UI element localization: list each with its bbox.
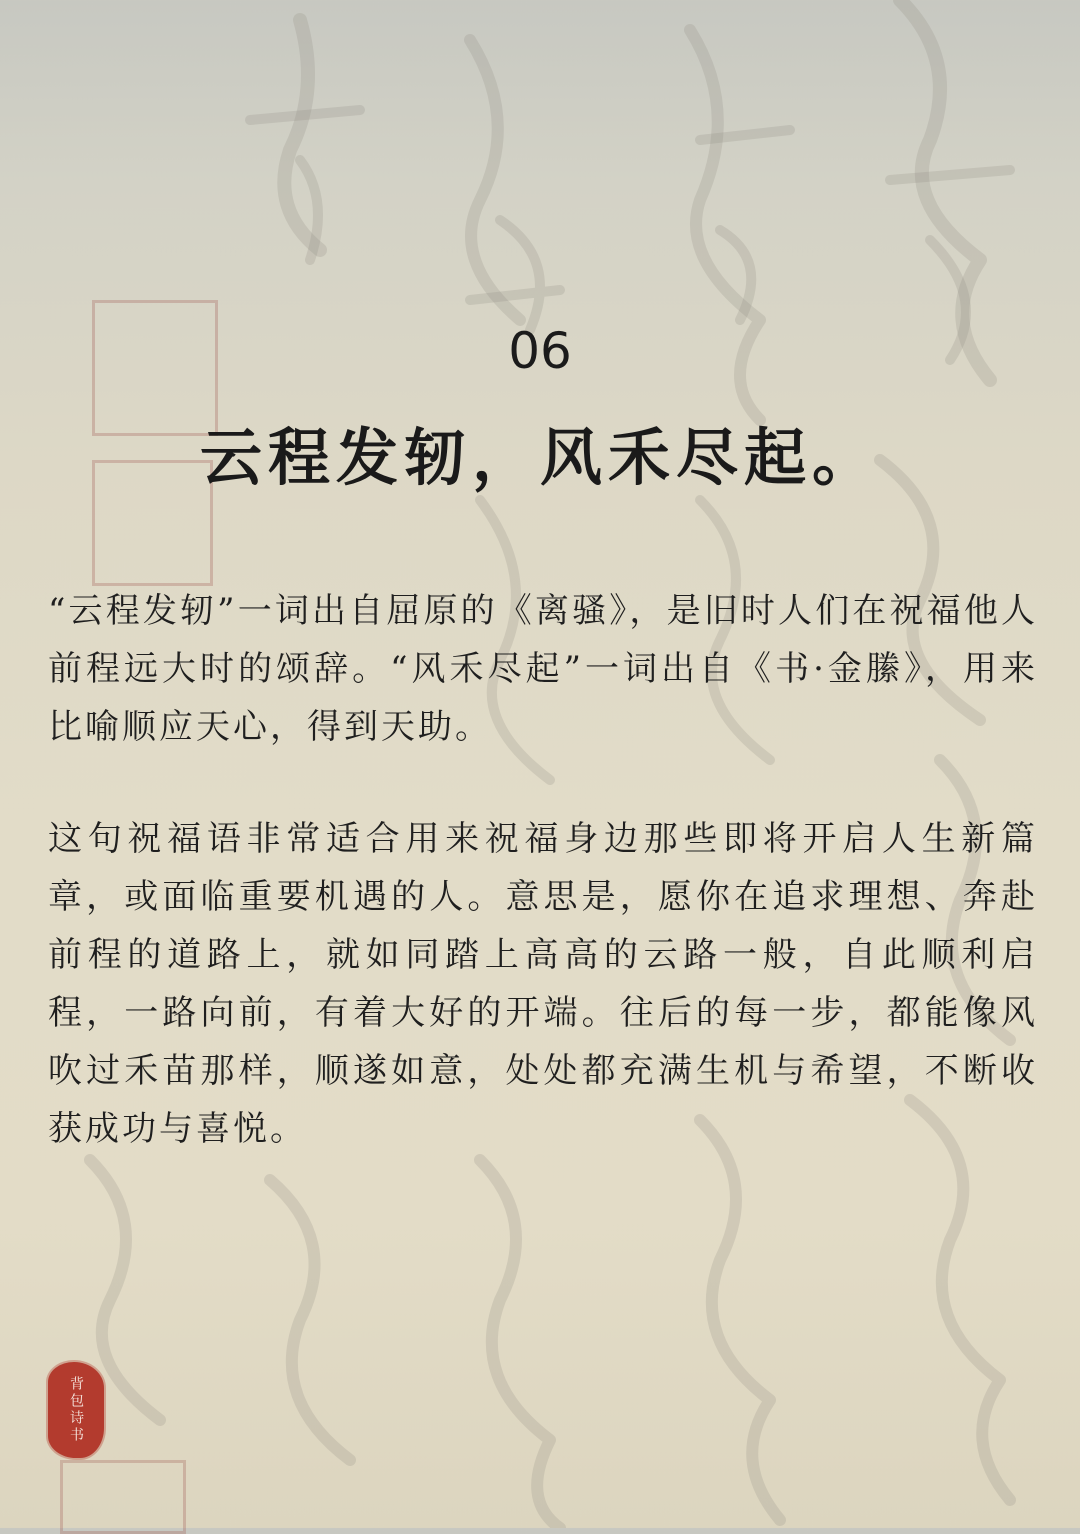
red-seal-stamp xyxy=(48,1362,104,1458)
paragraph-meaning: 这句祝福语非常适合用来祝福身边那些即将开启人生新篇章，或面临重要机遇的人。意思是，愿你在追求理想、奔赴前程的道路上，就如同踏上高高的云路一般，自此顺利启程，一路向前，有着大好的开端。往后的每一步，都能像风吹过禾苗那样，顺遂如意，处处都充满生机与希望，不断收获成功与喜悦。 xyxy=(48,819,1038,1149)
faded-seal-bottom xyxy=(60,1460,186,1534)
section-number: 06 xyxy=(508,322,572,380)
stamp-label: 背包诗书 xyxy=(68,1376,84,1444)
paragraph-origin: “云程发轫”一词出自屈原的《离骚》，是旧时人们在祝福他人前程远大时的颂辞。“风禾尽起”一词出自《书·金縢》，用来比喻顺应天心，得到天助。 xyxy=(48,591,1038,747)
section-title: 云程发轫，风禾尽起。 xyxy=(199,421,880,494)
